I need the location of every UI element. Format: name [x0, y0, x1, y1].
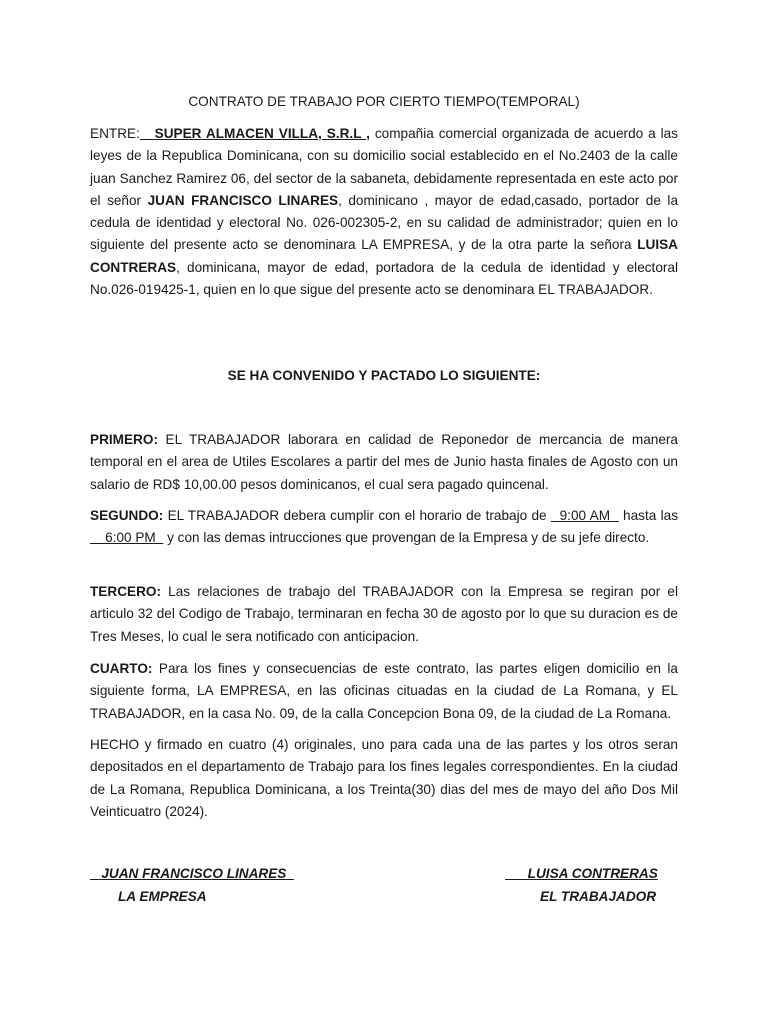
- clause-text: EL TRABAJADOR laborara en calidad de Reponedor de mercancia de manera temporal en el area de Utiles Escolares a partir del mes de Junio hasta finales de Agosto con un salario de RD$ 10,00.00 pesos dominicanos, el cual sera pagado quincenal.: [90, 432, 678, 492]
- clause-text-2: hasta las: [618, 508, 679, 523]
- intro-text-1: compañia comercial organizada de acuerdo a las leyes de la Republica Dominicana, con su domicilio social establecido en el No.2403 de la calle juan Sanchez Ramirez 06, del sector de la sabaneta, debidamente representada en este acto por el señor: [90, 126, 678, 208]
- representative-name: JUAN FRANCISCO LINARES: [147, 192, 339, 208]
- signature-name-trabajador: LUISA CONTRERAS: [527, 866, 658, 881]
- clause-label: PRIMERO:: [90, 432, 158, 447]
- clause-text-3: y con las demas intrucciones que provengan de la Empresa y de su jefe directo.: [163, 530, 650, 546]
- clause-cuarto: [90, 658, 678, 725]
- clause-primero: [90, 429, 678, 496]
- intro-paragraph: [90, 123, 678, 301]
- company-name: SUPER ALMACEN VILLA, S.R.L ,: [154, 126, 370, 141]
- document-title: CONTRATO DE TRABAJO POR CIERTO TIEMPO(TEMPORAL): [188, 94, 580, 109]
- signature-role-empresa: LA EMPRESA: [118, 889, 207, 904]
- signature-role-trabajador: EL TRABAJADOR: [540, 889, 657, 904]
- clause-text: Las relaciones de trabajo del TRABAJADOR con la Empresa se regiran por el articulo 32 del Codigo de Trabajo, terminaran en fecha 30 de agosto por lo que su duracion es de Tres Meses, lo cual le sera notificado con anticipacion.: [90, 584, 678, 644]
- hecho-paragraph: HECHO y firmado en cuatro (4) originales, uno para cada una de las partes y los otros seran depositados en el departamento de Trabajo para los fines legales correspondientes. En la ciudad de La Romana, Republica Dominicana, a los Treinta(30) dias del mes de mayo del año Dos Mil Veinticuatro (2024).: [90, 737, 678, 819]
- end-time: 6:00 PM: [105, 530, 156, 546]
- start-time: 9:00 AM: [559, 508, 611, 523]
- clause-text-1: EL TRABAJADOR debera cumplir con el horario de trabajo de: [163, 508, 551, 523]
- clause-text: Para los fines y consecuencias de este contrato, las partes eligen domicilio en la siguiente forma, LA EMPRESA, en las oficinas cituadas en la ciudad de La Romana, y EL TRABAJADOR, en la casa No. 09, de la calla Concepcion Bona 09, de la ciudad de La Romana.: [90, 661, 678, 721]
- clause-segundo: [90, 505, 678, 550]
- worker-name: LUISA CONTRERAS: [90, 237, 678, 275]
- signature-name-empresa: JUAN FRANCISCO LINARES: [101, 866, 287, 881]
- clause-label: CUARTO:: [90, 661, 153, 676]
- intro-text-3: , dominicana, mayor de edad, portadora de la cedula de identidad y electoral No.026-019425-1, quien en lo que sigue del presente acto se denominara EL TRABAJADOR.: [90, 259, 678, 298]
- agreement-heading: SE HA CONVENIDO Y PACTADO LO SIGUIENTE:: [227, 368, 541, 383]
- intro-text-2: , dominicano , mayor de edad,casado, portador de la cedula de identidad y electoral No. 026-002305-2, en su calidad de administrador; quien en lo siguiente del presente acto se denominara LA EMPRESA, y de la otra parte la señora: [90, 192, 678, 253]
- clause-tercero: [90, 581, 678, 648]
- entre-label: ENTRE:: [90, 126, 140, 141]
- clause-label: TERCERO:: [90, 584, 161, 599]
- clause-label: SEGUNDO:: [90, 508, 164, 523]
